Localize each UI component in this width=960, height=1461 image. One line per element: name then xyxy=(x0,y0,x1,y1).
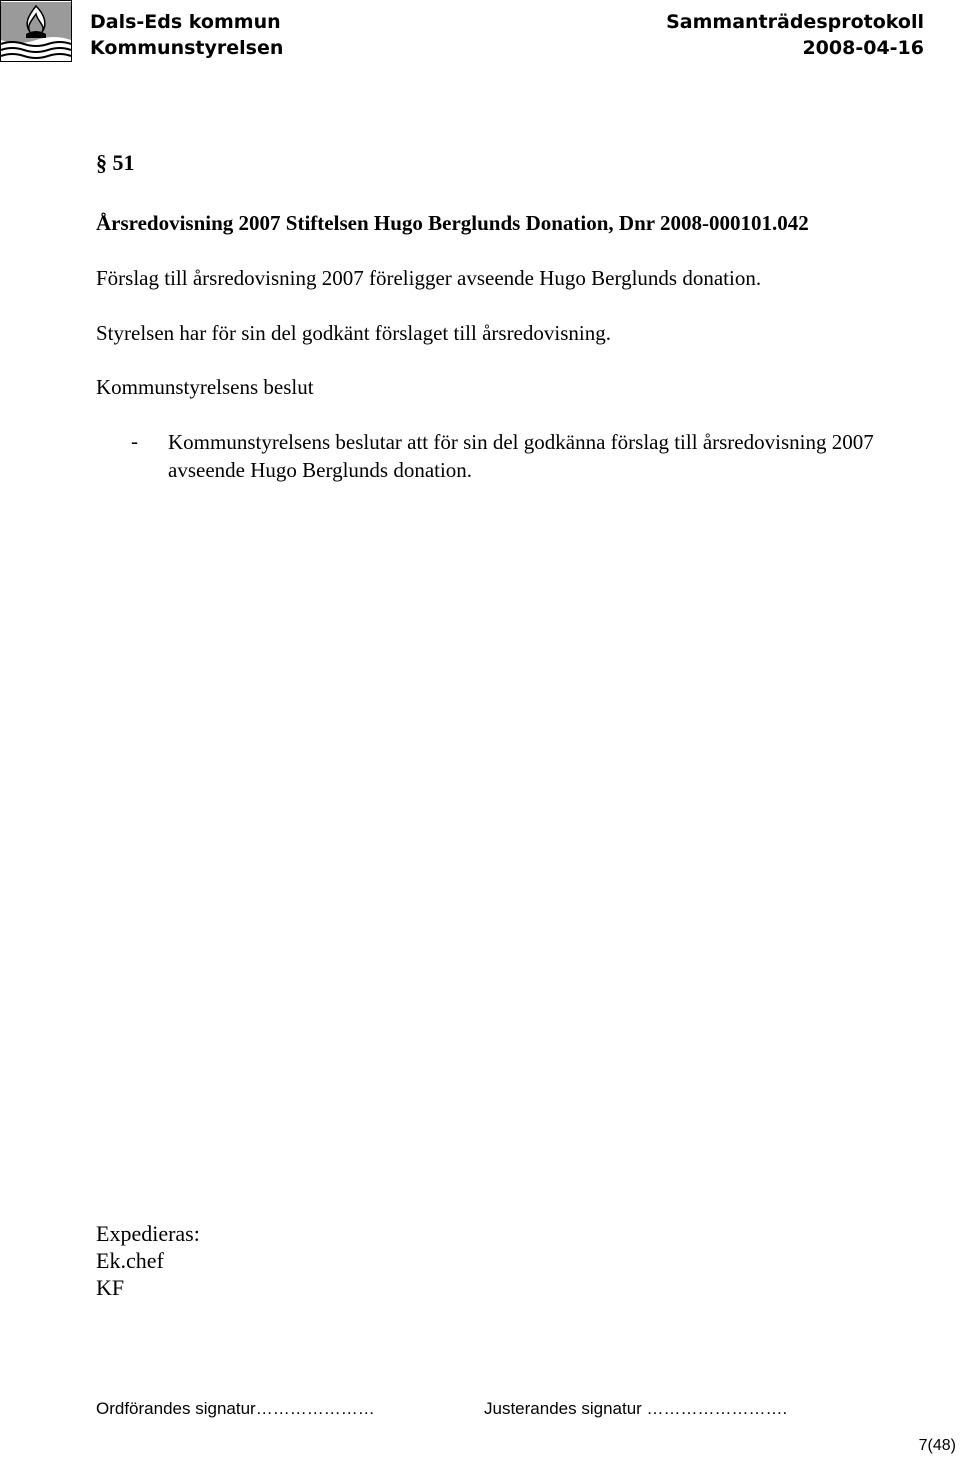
adjuster-signature-line: Justerandes signatur ……………………. xyxy=(484,1399,788,1418)
expedieras-label: Expedieras: xyxy=(96,1221,200,1246)
municipality-logo xyxy=(0,0,72,62)
section-number: § 51 xyxy=(96,150,135,175)
document-type: Sammanträdesprotokoll xyxy=(666,11,924,33)
decision-text: Kommunstyrelsens beslutar att för sin del godkänna förslag till årsredovisning 2007 avseende Hugo Berglunds donation. xyxy=(168,430,874,482)
chair-signature-line: Ordförandes signatur………………… xyxy=(96,1399,375,1418)
page-number: 7(48) xyxy=(918,1437,956,1454)
paragraph-board-approval: Styrelsen har för sin del godkänt förslaget till årsredovisning. xyxy=(96,321,611,345)
recipient-kf: KF xyxy=(96,1275,125,1300)
committee-name: Kommunstyrelsen xyxy=(90,37,284,59)
meeting-date: 2008-04-16 xyxy=(802,37,924,59)
decision-bullet: - xyxy=(131,429,138,453)
item-title: Årsredovisning 2007 Stiftelsen Hugo Berglunds Donation, Dnr 2008-000101.042 xyxy=(96,211,809,235)
paragraph-proposal: Förslag till årsredovisning 2007 föreligger avseende Hugo Berglunds donation. xyxy=(96,266,762,290)
header-right xyxy=(666,9,924,61)
recipient-ekchef: Ek.chef xyxy=(96,1248,164,1273)
header-left xyxy=(90,9,283,61)
municipality-name: Dals-Eds kommun xyxy=(90,11,281,33)
decision-heading: Kommunstyrelsens beslut xyxy=(96,375,314,399)
